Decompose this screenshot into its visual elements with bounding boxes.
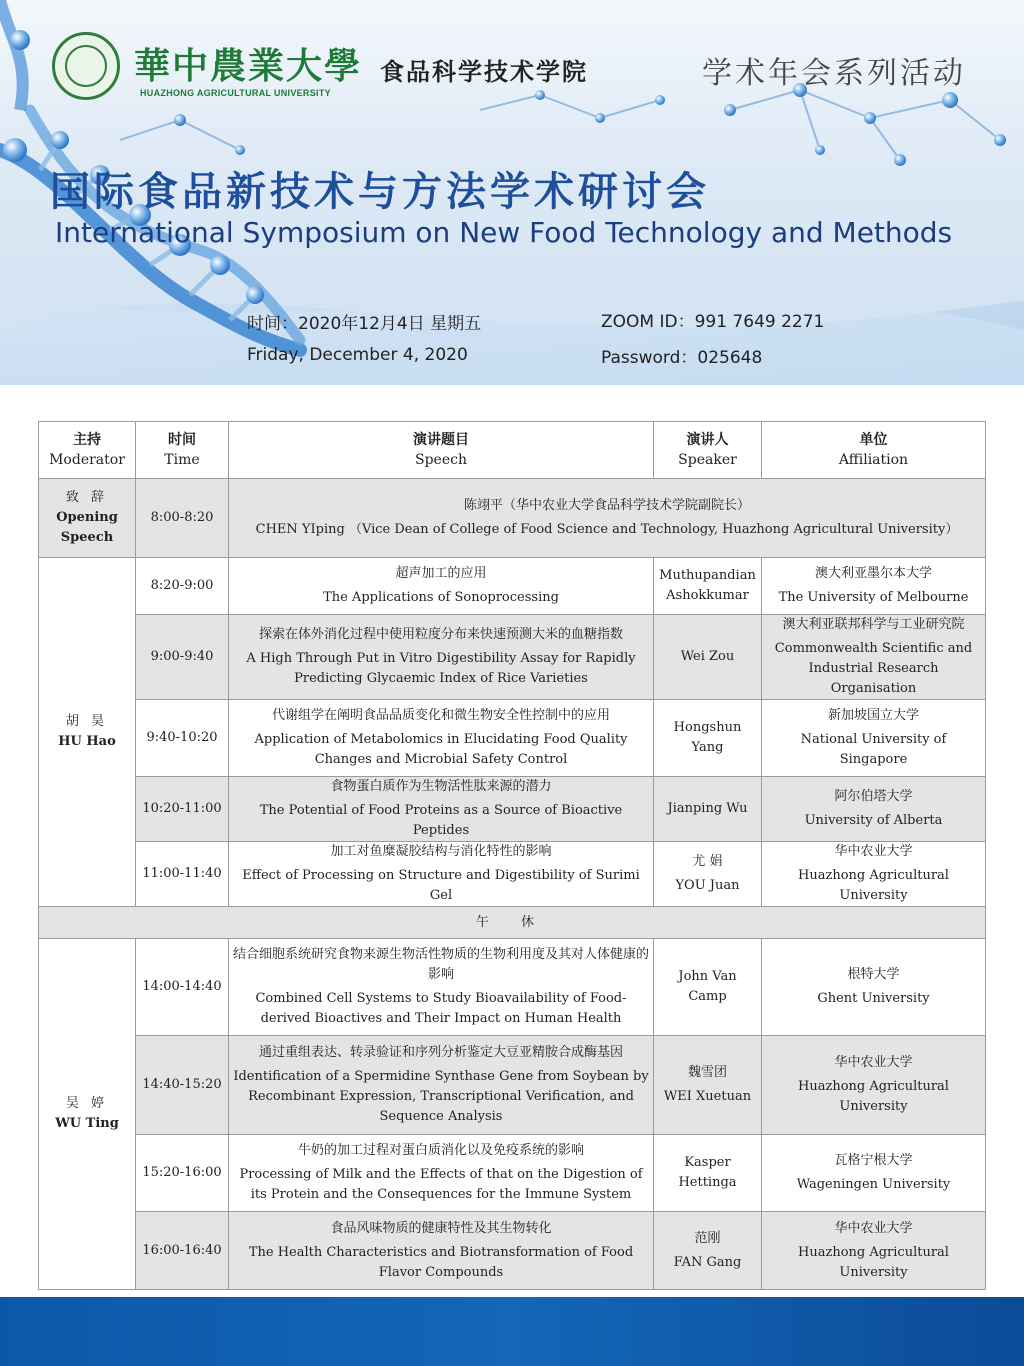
opening-row	[39, 479, 986, 558]
talk-title: 牛奶的加工过程对蛋白质消化以及免疫系统的影响 Processing of Milk and the Effects of that on the Digestion of its Protein and the Consequences for the Immune System	[229, 1135, 654, 1212]
event-series: 学术年会系列活动	[702, 56, 966, 91]
talk-speaker: Jianping Wu	[654, 777, 762, 842]
talk-time: 9:40-10:20	[136, 700, 229, 777]
talk-speaker: 魏雪团 WEI Xuetuan	[654, 1036, 762, 1135]
header-speaker: 演讲人 Speaker	[654, 422, 762, 479]
talk-title: 超声加工的应用 The Applications of Sonoprocessing	[229, 558, 654, 615]
header-affiliation: 单位 Affiliation	[762, 422, 986, 479]
university-seal-icon	[52, 32, 120, 100]
table-row	[39, 1212, 986, 1290]
talk-title: 通过重组表达、转录验证和序列分析鉴定大豆亚精胺合成酶基因 Identification of a Spermidine Synthase Gene from Soybean by Recombinant Expression, Transcriptional Verification, and Sequence Analysis	[229, 1036, 654, 1135]
talk-time: 15:20-16:00	[136, 1135, 229, 1212]
talk-affiliation: 根特大学 Ghent University	[762, 939, 986, 1036]
table-row	[39, 1036, 986, 1135]
header-speech: 演讲题目 Speech	[229, 422, 654, 479]
moderator-hu-hao: 胡 昊 HU Hao	[39, 558, 136, 907]
header-moderator: 主持 Moderator	[39, 422, 136, 479]
footer-bar	[0, 1297, 1024, 1366]
symposium-title-en: International Symposium on New Food Technology and Methods	[55, 216, 953, 249]
talk-title: 食物蛋白质作为生物活性肽来源的潜力 The Potential of Food Proteins as a Source of Bioactive Peptides	[229, 777, 654, 842]
zoom-password: Password：025648	[601, 348, 763, 368]
table-header-row	[39, 422, 986, 479]
talk-affiliation: 华中农业大学 Huazhong Agricultural University	[762, 1036, 986, 1135]
opening-label: 致 辞 Opening Speech	[39, 479, 136, 558]
talk-time: 14:40-15:20	[136, 1036, 229, 1135]
table-row	[39, 842, 986, 907]
table-row	[39, 558, 986, 615]
talk-time: 10:20-11:00	[136, 777, 229, 842]
zoom-id: ZOOM ID：991 7649 2271	[601, 312, 825, 332]
schedule-table	[38, 421, 986, 1290]
header-time: 时间 Time	[136, 422, 229, 479]
college-name: 食品科学技术学院	[380, 58, 588, 86]
talk-affiliation: 澳大利亚联邦科学与工业研究院 Commonwealth Scientific and Industrial Research Organisation	[762, 615, 986, 700]
talk-affiliation: 新加坡国立大学 National University of Singapore	[762, 700, 986, 777]
talk-speaker: Hongshun Yang	[654, 700, 762, 777]
talk-speaker: Wei Zou	[654, 615, 762, 700]
talk-title: 结合细胞系统研究食物来源生物活性物质的生物利用度及其对人体健康的影响 Combined Cell Systems to Study Bioavailability of Food-derived Bioactives and Their Impact on Human Health	[229, 939, 654, 1036]
talk-time: 9:00-9:40	[136, 615, 229, 700]
university-name-cn: 華中農業大學	[134, 45, 363, 87]
talk-speaker: Muthupandian Ashokkumar	[654, 558, 762, 615]
talk-speaker: Kasper Hettinga	[654, 1135, 762, 1212]
talk-speaker: 范刚 FAN Gang	[654, 1212, 762, 1290]
symposium-title-cn: 国际食品新技术与方法学术研讨会	[50, 169, 710, 215]
talk-time: 8:20-9:00	[136, 558, 229, 615]
opening-speaker: 陈翊平（华中农业大学食品科学技术学院副院长） CHEN YIping （Vice Dean of College of Food Science and Technology, Huazhong Agricultural University）	[229, 479, 986, 558]
lunch-break-row	[39, 907, 986, 939]
talk-affiliation: 华中农业大学 Huazhong Agricultural University	[762, 1212, 986, 1290]
table-row	[39, 939, 986, 1036]
talk-title: 加工对鱼糜凝胶结构与消化特性的影响 Effect of Processing on Structure and Digestibility of Surimi Gel	[229, 842, 654, 907]
table-row	[39, 615, 986, 700]
talk-speaker: 尤 娟 YOU Juan	[654, 842, 762, 907]
university-name-en: HUAZHONG AGRICULTURAL UNIVERSITY	[140, 88, 331, 98]
header-banner	[0, 0, 1024, 385]
talk-title: 探索在体外消化过程中使用粒度分布来快速预测大米的血糖指数 A High Through Put in Vitro Digestibility Assay for Rapidly Predicting Glycaemic Index of Rice Varieties	[229, 615, 654, 700]
table-row	[39, 777, 986, 842]
talk-affiliation: 阿尔伯塔大学 University of Alberta	[762, 777, 986, 842]
date-cn: 时间：2020年12月4日 星期五	[247, 314, 482, 334]
date-en: Friday, December 4, 2020	[247, 345, 468, 365]
talk-time: 14:00-14:40	[136, 939, 229, 1036]
talk-affiliation: 华中农业大学 Huazhong Agricultural University	[762, 842, 986, 907]
table-row	[39, 700, 986, 777]
talk-speaker: John Van Camp	[654, 939, 762, 1036]
opening-time: 8:00-8:20	[136, 479, 229, 558]
talk-title: 食品风味物质的健康特性及其生物转化 The Health Characteristics and Biotransformation of Food Flavor Compounds	[229, 1212, 654, 1290]
talk-affiliation: 澳大利亚墨尔本大学 The University of Melbourne	[762, 558, 986, 615]
talk-title: 代谢组学在阐明食品品质变化和微生物安全性控制中的应用 Application of Metabolomics in Elucidating Food Quality Changes and Microbial Safety Control	[229, 700, 654, 777]
table-row	[39, 1135, 986, 1212]
talk-affiliation: 瓦格宁根大学 Wageningen University	[762, 1135, 986, 1212]
talk-time: 16:00-16:40	[136, 1212, 229, 1290]
talk-time: 11:00-11:40	[136, 842, 229, 907]
lunch-break-label: 午 休	[39, 907, 986, 939]
moderator-wu-ting: 吴 婷 WU Ting	[39, 939, 136, 1290]
